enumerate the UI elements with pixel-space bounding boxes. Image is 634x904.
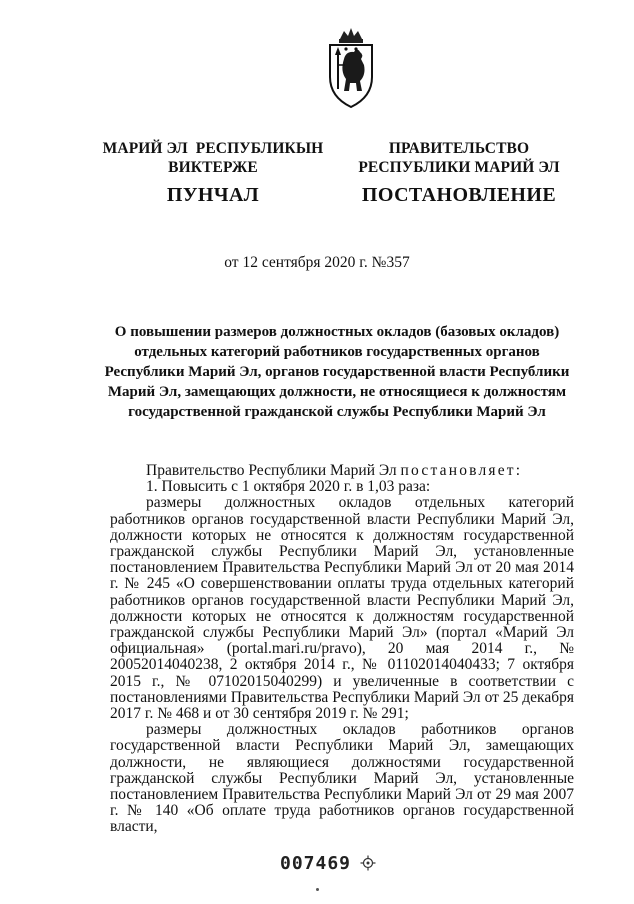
- paragraph-1: размеры должностных окладов отдельных категорий работников органов государственной власти Республики Марий Эл, должности которых не относятся к должностям государственной гражданской службы Республики Марий Эл, установленные постановлением Правительства Республики Марий Эл от 20 мая 2014 г. № 245 «О совершенствовании оплаты труда отдельных категорий работников органов государственной власти Республики Марий Эл, должности которых не относятся к должностям государственной гражданской службы Республики Марий Эл» (портал «Марий Эл официальная» (portal.mari.ru/pravo), 20 мая 2014 г., № 20052014040238, 2 октября 2014 г., № 01102014040433; 7 октября 2015 г., № 07102015040299) и увеличенные в соответствии с постановлениями Правительства Республики Марий Эл от 25 декабря 2017 г. № 468 и от 30 сентября 2019 г. № 291;: [110, 494, 574, 723]
- header-left: [88, 139, 338, 207]
- header-right-line2: РЕСПУБЛИКИ МАРИЙ ЭЛ: [358, 159, 560, 176]
- header-right-doc-type: ПОСТАНОВЛЕНИЕ: [361, 184, 557, 206]
- scan-mark: [316, 888, 319, 891]
- document-number: 357: [386, 254, 410, 271]
- date-prefix: от: [224, 254, 239, 271]
- title-line: Марий Эл, замещающих должности, не относящиеся к должностям: [107, 384, 567, 400]
- header-left-doc-type: ПУНЧАЛ: [166, 184, 260, 206]
- document-body: [110, 463, 574, 836]
- header-right-line1: ПРАВИТЕЛЬСТВО: [388, 140, 530, 157]
- number-label: №: [371, 254, 387, 271]
- coat-of-arms-icon: [326, 25, 376, 109]
- title-line: отдельных категорий работников государственных органов: [134, 344, 540, 360]
- document-date-number: [0, 254, 634, 272]
- header-left-line1: МАРИЙ ЭЛ РЕСПУБЛИКЫН: [102, 140, 324, 157]
- item-1: 1. Повысить с 1 октября 2020 г. в 1,03 раза:: [146, 478, 431, 496]
- intro-paragraph: [110, 463, 574, 479]
- header-left-line2: ВИКТЕРЖЕ: [168, 159, 258, 176]
- header-right: [350, 139, 568, 207]
- document-title: [100, 322, 574, 422]
- title-line: Республики Марий Эл, органов государственной власти Республики: [104, 364, 570, 380]
- title-line: О повышении размеров должностных окладов (базовых окладов): [114, 324, 560, 340]
- paragraph-2: размеры должностных окладов работников органов государственной власти Республики Марий Эл, замещающих должности, не являющиеся должностями государственной гражданской службы Республики Марий Эл, установленные постановлением Правительства Республики Марий Эл от 29 мая 2007 г. № 140 «Об оплате труда работников органов государственной власти,: [110, 721, 574, 836]
- intro-prefix: Правительство Республики Марий Эл: [146, 462, 397, 479]
- date-day: 12: [242, 254, 258, 271]
- ornament-icon: [360, 855, 376, 871]
- form-serial-number: 007469: [280, 853, 352, 874]
- date-rest: сентября 2020 г.: [261, 254, 368, 271]
- intro-spaced-verb: постановляет:: [400, 462, 523, 479]
- title-line: государственной гражданской службы Республики Марий Эл: [128, 404, 546, 420]
